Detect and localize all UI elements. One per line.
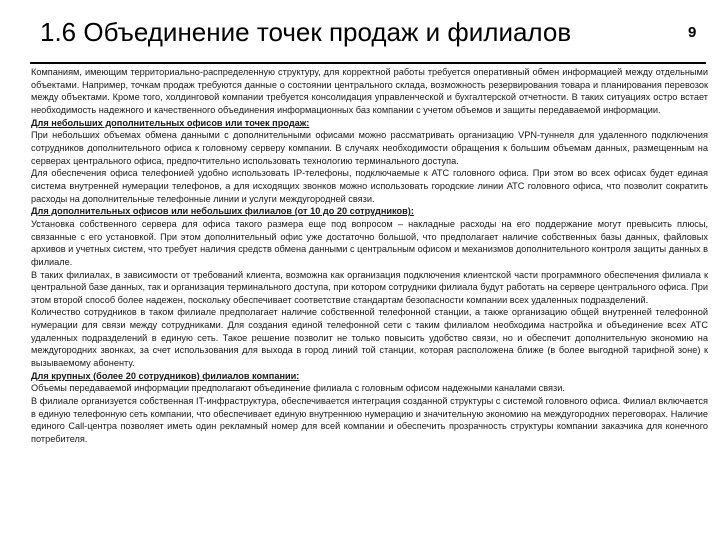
body-paragraph: Количество сотрудников в таком филиале предполагает наличие собственной телефонной станции, а также организацию общей внутренней телефонной нумерации для связи между сотрудниками. Для создания единой телефонной сети с таким филиалом необходима настройка и объединение всех АТС удаленных подразделений в единую сеть. Такое решение позволит не только повысить удобство связи, но и обеспечит дополнительную экономию на междугородних звонках, за счет использования для выхода в город линий той станции, которая расположена ближе (в более выгодной тарифной зоне) к вызываемому абоненту. — [31, 307, 708, 369]
intro-paragraph: Компаниям, имеющим территориально-распределенную структуру, для корректной работы требуется оперативный обмен информацией между отдельными объектами. Например, точкам продаж требуются данные о состоянии центрального склада, возможность резервирования товара и планирования перевозок между объектами. Кроме того, холдинговой компании требуется консолидация управленческой и бухгалтерской отчетности. В таких ситуациях остро встает необходимость надежного и качественного объединения информационных баз компании с учетом объемов и защиты передаваемой информации. — [31, 67, 708, 115]
body-paragraph: Установка собственного сервера для офиса такого размера еще под вопросом – накладные расходы на его поддержание могут превысить плюсы, связанные с его установкой. При этом дополнительный офис уже достаточно большой, что предполагает наличие собственных базы данных, файловых архивов и учетных систем, что требует наличия средств обмена данными с центральным офисом и механизмов дополнительного контроля защиты данных в филиале. — [31, 218, 708, 267]
slide-body — [31, 66, 708, 446]
body-paragraph: Объемы передаваемой информации предполагают объединение филиала с головным офисом надежными каналами связи. — [31, 383, 565, 394]
body-paragraph: Для обеспечения офиса телефонией удобно использовать IP-телефоны, подключаемые к АТС головного офиса. При этом во всех офисах будет единая система внутренней нумерации телефонов, а для исходящих звонков можно использовать городские линии АТС головного офиса, что позволит сократить расходы на дополнительные телефонные линии и услуги междугородней связи. — [31, 168, 708, 204]
body-paragraph: В таких филиалах, в зависимости от требований клиента, возможна как организация подключения клиентской части программного обеспечения филиала к центральной базе данных, так и организация терминального доступа, при котором сотрудники филиала будут работать на сервере центрального офиса. При этом второй способ более надежен, поскольку обеспечивает соответствие стандартам безопасности компании всех удаленных подразделений. — [31, 269, 708, 305]
section-heading-large-branches: Для крупных (более 20 сотрудников) филиалов компании: — [31, 370, 300, 381]
section-heading-medium-branches: Для дополнительных офисов или небольших филиалов (от 10 до 20 сотрудников): — [31, 206, 414, 217]
page-title: 1.6 Объединение точек продаж и филиалов — [40, 17, 572, 47]
page-number: 9 — [688, 24, 697, 41]
title-divider — [30, 62, 706, 64]
section-heading-small-offices: Для небольших дополнительных офисов или точек продаж: — [31, 117, 310, 128]
body-paragraph: При небольших объемах обмена данными с дополнительными офисами можно рассматривать организацию VPN-туннеля для удаленного подключения сотрудников дополнительного офиса к головному серверу компании. В случаях необходимости обращения к большим объемам данных, размещенным на серверах центрального офиса, предпочтительно использовать технологию терминального доступа. — [31, 130, 708, 166]
body-paragraph: В филиале организуется собственная IT-инфраструктура, обеспечивается интеграция созданной структуры с системой головного офиса. Филиал включается в единую телефонную сеть компании, что обеспечивает единую внутреннюю нумерацию и значительную экономию на междугородних переговорах. Наличие единого Call-центра позволяет иметь один рекламный номер для всей компании и обеспечить прозрачность структуры компании заказчика для конечного потребителя. — [31, 396, 708, 445]
